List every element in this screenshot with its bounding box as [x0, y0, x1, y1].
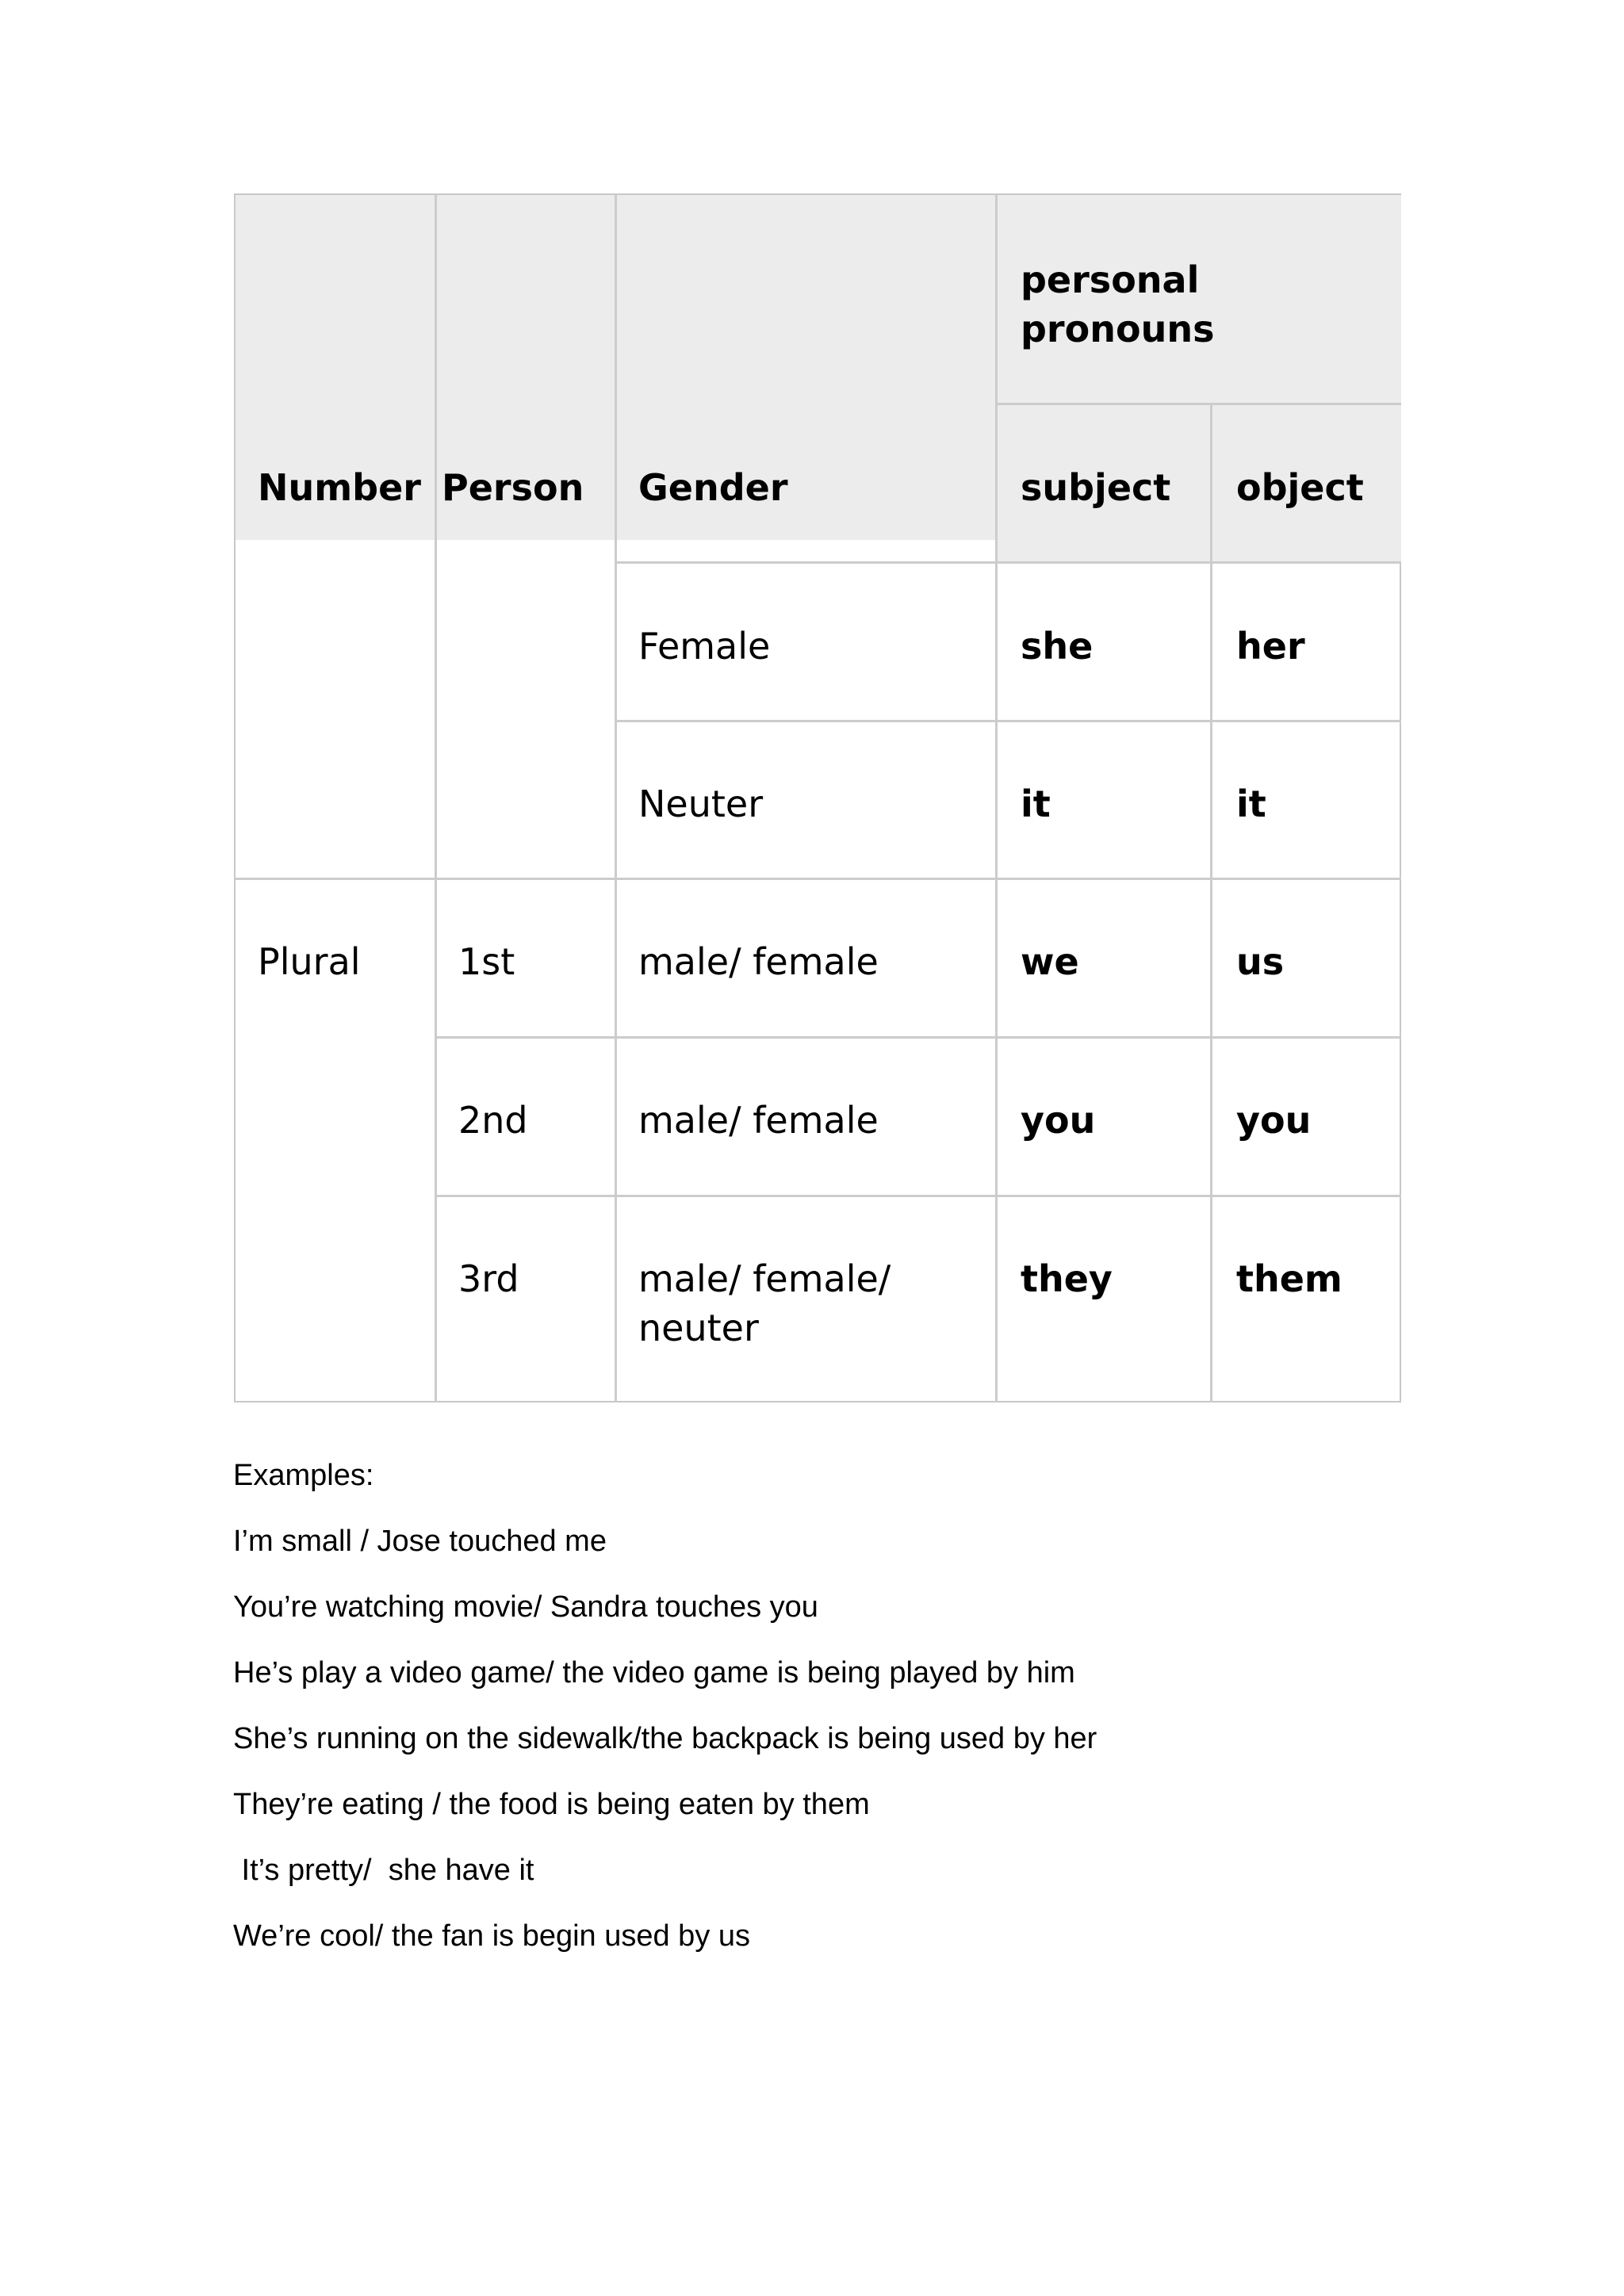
grid-hline-row3 [436, 1036, 1401, 1039]
header-object: object [1236, 466, 1364, 509]
table-cell-object: it [1236, 783, 1266, 825]
table-cell-object: you [1236, 1099, 1312, 1142]
table-cell-object: her [1236, 625, 1305, 668]
table-cell-person: 3rd [458, 1257, 519, 1300]
example-line: It’s pretty/ she have it [233, 1854, 534, 1887]
table-cell-subject: she [1021, 625, 1094, 668]
header-subject: subject [1021, 466, 1171, 509]
example-line: They’re eating / the food is being eaten by them [233, 1788, 870, 1821]
table-cell-person: 2nd [458, 1099, 528, 1142]
grid-hline-pronouns [997, 403, 1401, 405]
table-cell-gender: Female [638, 625, 771, 668]
table-cell-subject: you [1021, 1099, 1096, 1142]
table-cell-subject: they [1021, 1257, 1113, 1300]
example-line: You’re watching movie/ Sandra touches you [233, 1590, 818, 1624]
table-cell-gender: male/ female/ neuter [638, 1257, 891, 1349]
grid-vline-1 [435, 195, 437, 1402]
grid-hline-row2 [236, 878, 1401, 880]
header-personal-pronouns: personal pronouns [1021, 258, 1215, 350]
table-cell-person: 1st [458, 940, 515, 983]
grid-vline-4 [1210, 404, 1212, 1402]
header-person: Person [442, 466, 584, 509]
examples-heading: Examples: [233, 1459, 374, 1492]
table-cell-object: us [1236, 940, 1285, 983]
header-number: Number [258, 466, 421, 509]
table-cell-subject: it [1021, 783, 1051, 825]
example-line: He’s play a video game/ the video game is being played by him [233, 1656, 1075, 1689]
pronoun-table [234, 193, 1401, 1402]
table-cell-gender: male/ female [638, 1099, 879, 1142]
header-gap [616, 540, 997, 561]
table-cell-gender: Neuter [638, 783, 764, 825]
grid-hline-row4 [436, 1195, 1401, 1197]
header-gender: Gender [638, 466, 788, 509]
example-line: She’s running on the sidewalk/the backpack is being used by her [233, 1722, 1097, 1755]
grid-vline-3 [995, 195, 998, 1402]
grid-hline-header [616, 561, 1401, 564]
grid-hline-row1 [616, 720, 1401, 722]
example-line: We’re cool/ the fan is begin used by us [233, 1919, 751, 1953]
table-cell-gender: male/ female [638, 940, 879, 983]
table-cell-subject: we [1021, 940, 1079, 983]
table-cell-number: Plural [258, 940, 361, 983]
table-cell-object: them [1236, 1257, 1342, 1300]
example-line: I’m small / Jose touched me [233, 1525, 607, 1558]
